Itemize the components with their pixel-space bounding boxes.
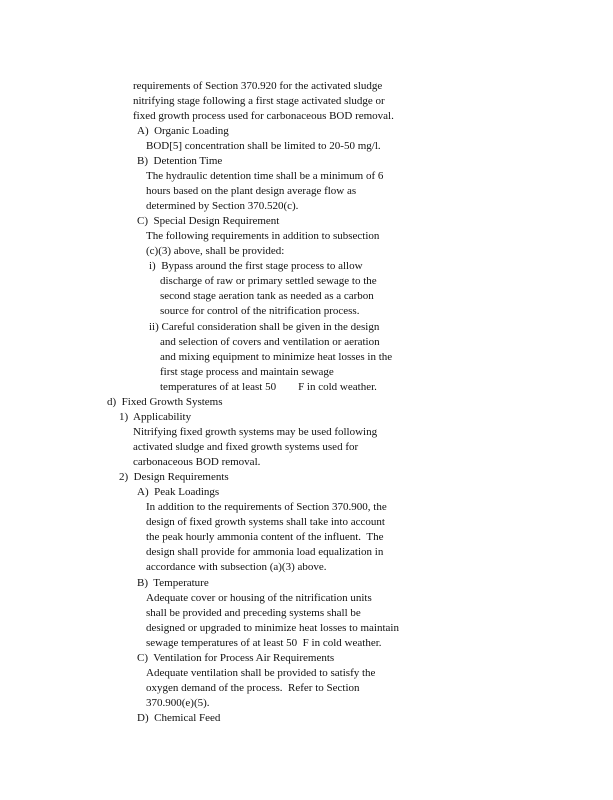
- text-line: accordance with subsection (a)(3) above.: [146, 561, 327, 573]
- text-line: carbonaceous BOD removal.: [133, 456, 261, 468]
- subsection-heading: 1) Applicability: [119, 411, 192, 423]
- subheading: A) Organic Loading: [137, 125, 229, 137]
- text-line: design shall provide for ammonia load equalization in: [146, 546, 384, 558]
- text-line: second stage aeration tank as needed as a carbon: [160, 290, 374, 302]
- section-heading: d) Fixed Growth Systems: [107, 396, 223, 408]
- text-line: determined by Section 370.520(c).: [146, 200, 299, 212]
- subsection-heading: 2) Design Requirements: [119, 471, 229, 483]
- text-line: oxygen demand of the process. Refer to Section: [146, 682, 360, 694]
- subheading: D) Chemical Feed: [137, 712, 221, 724]
- text-line: temperatures of at least 50 F in cold weather.: [160, 381, 377, 393]
- text-line: nitrifying stage following a first stage activated sludge or: [133, 95, 385, 107]
- text-line: discharge of raw or primary settled sewage to the: [160, 275, 377, 287]
- text-line: and selection of covers and ventilation or aeration: [160, 336, 380, 348]
- text-line: sewage temperatures of at least 50 F in cold weather.: [146, 637, 382, 649]
- text-line: 370.900(e)(5).: [146, 697, 210, 709]
- text-line: design of fixed growth systems shall take into account: [146, 516, 385, 528]
- text-line: and mixing equipment to minimize heat losses in the: [160, 351, 393, 363]
- subheading: B) Temperature: [137, 577, 209, 589]
- text-line: first stage process and maintain sewage: [160, 366, 334, 378]
- text-line: The hydraulic detention time shall be a minimum of 6: [146, 170, 384, 182]
- text-line: Adequate ventilation shall be provided to satisfy the: [146, 667, 376, 679]
- subheading: C) Ventilation for Process Air Requirements: [137, 652, 335, 664]
- subheading: C) Special Design Requirement: [137, 215, 280, 227]
- text-line: designed or upgraded to minimize heat losses to maintain: [146, 622, 399, 634]
- text-line: The following requirements in addition to subsection: [146, 230, 380, 242]
- text-line: hours based on the plant design average flow as: [146, 185, 357, 197]
- text-line: the peak hourly ammonia content of the influent. The: [146, 531, 384, 543]
- text-line: requirements of Section 370.920 for the activated sludge: [133, 80, 383, 92]
- text-line: activated sludge and fixed growth systems used for: [133, 441, 359, 453]
- text-line: In addition to the requirements of Section 370.900, the: [146, 501, 387, 513]
- text-line: BOD[5] concentration shall be limited to 20-50 mg/l.: [146, 140, 381, 152]
- subheading: A) Peak Loadings: [137, 486, 220, 498]
- list-item-label: ii) Careful consideration shall be given in the design: [149, 321, 380, 333]
- text-line: fixed growth process used for carbonaceous BOD removal.: [133, 110, 394, 122]
- text-line: Adequate cover or housing of the nitrification units: [146, 592, 372, 604]
- subheading: B) Detention Time: [137, 155, 223, 167]
- text-line: source for control of the nitrification process.: [160, 305, 360, 317]
- text-line: Nitrifying fixed growth systems may be used following: [133, 426, 378, 438]
- text-line: (c)(3) above, shall be provided:: [146, 245, 285, 257]
- text-line: shall be provided and preceding systems shall be: [146, 607, 361, 619]
- list-item-label: i) Bypass around the first stage process to allow: [149, 260, 363, 272]
